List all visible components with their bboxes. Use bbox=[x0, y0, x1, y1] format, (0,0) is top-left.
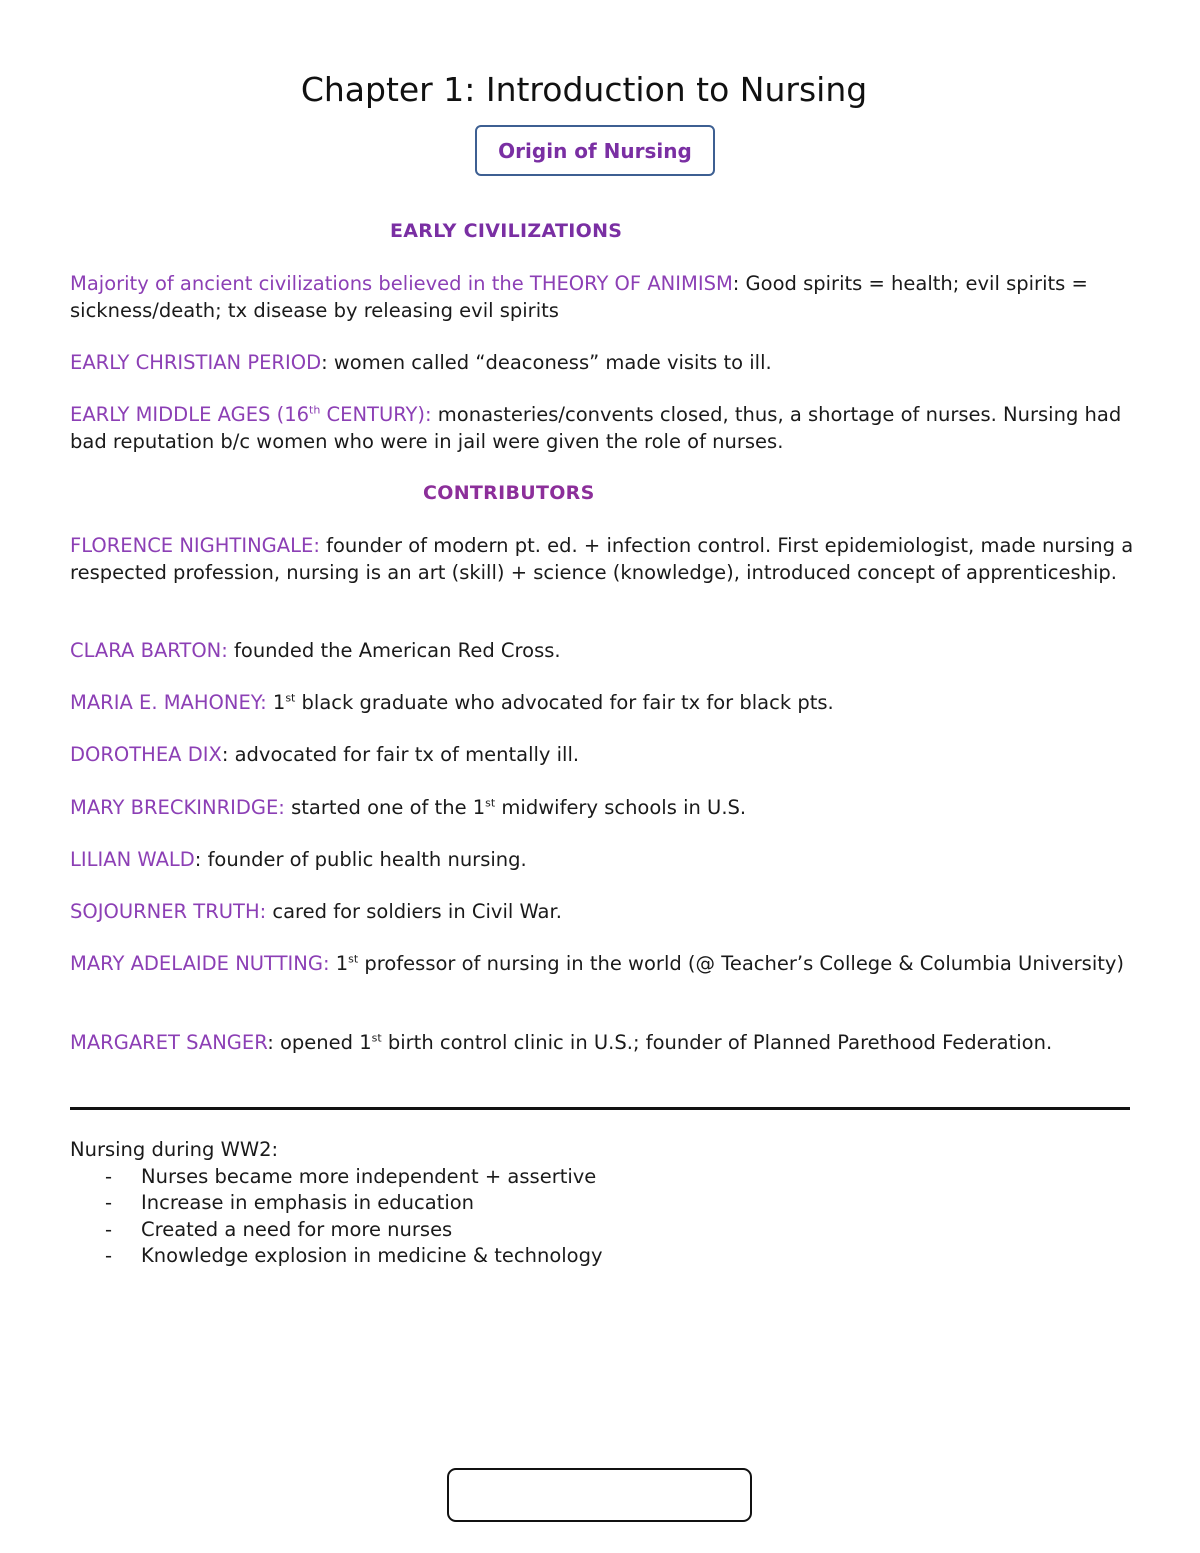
dix-text: : advocated for fair tx of mentally ill. bbox=[221, 743, 580, 766]
dix-paragraph bbox=[70, 741, 1140, 768]
middle-ages-label-b: CENTURY): bbox=[320, 403, 432, 426]
mahoney-paragraph bbox=[70, 689, 1140, 716]
list-item bbox=[70, 1243, 603, 1270]
contributors-heading: CONTRIBUTORS bbox=[423, 482, 595, 504]
ww2-section bbox=[70, 1137, 603, 1270]
ww2-intro: Nursing during WW2: bbox=[70, 1138, 279, 1161]
middle-ages-text: monasteries/convents closed, thus, a shortage of nurses. Nursing had bad reputation b/c women who were in jail were given the role of nurses. bbox=[70, 403, 1122, 453]
truth-text: cared for soldiers in Civil War. bbox=[266, 900, 562, 923]
dash-bullet: - bbox=[105, 1191, 113, 1214]
barton-label: CLARA BARTON: bbox=[70, 639, 228, 662]
sanger-label: MARGARET SANGER bbox=[70, 1031, 268, 1054]
list-item-text: Nurses became more independent + assertive bbox=[141, 1164, 597, 1188]
nightingale-label: FLORENCE NIGHTINGALE: bbox=[70, 534, 320, 557]
breckinridge-text: midwifery schools in U.S. bbox=[495, 796, 747, 819]
breckinridge-label: MARY BRECKINRIDGE: bbox=[70, 796, 285, 819]
mahoney-sup: st bbox=[285, 691, 296, 705]
breckinridge-paragraph bbox=[70, 794, 1140, 821]
breckinridge-sup: st bbox=[485, 796, 496, 810]
wald-paragraph bbox=[70, 846, 1140, 873]
list-item-text: Knowledge explosion in medicine & technology bbox=[141, 1244, 603, 1267]
mahoney-text: black graduate who advocated for fair tx for black pts. bbox=[295, 691, 834, 714]
list-item bbox=[70, 1217, 603, 1244]
truth-label: SOJOURNER TRUTH: bbox=[70, 900, 267, 923]
sanger-pre: : opened 1 bbox=[267, 1031, 372, 1054]
list-item-text: Created a need for more nurses bbox=[141, 1217, 453, 1241]
page-title: Chapter 1: Introduction to Nursing bbox=[300, 70, 868, 109]
section-title-box bbox=[475, 125, 715, 176]
ww2-list bbox=[70, 1164, 603, 1270]
nightingale-paragraph bbox=[70, 532, 1140, 586]
section-title-label: Origin of Nursing bbox=[498, 138, 692, 163]
early-civilizations-heading: EARLY CIVILIZATIONS bbox=[390, 220, 623, 242]
christian-period-paragraph bbox=[70, 349, 1140, 376]
nutting-paragraph bbox=[70, 950, 1140, 977]
nutting-sup: st bbox=[348, 952, 359, 966]
wald-label: LILIAN WALD bbox=[70, 848, 195, 871]
middle-ages-label-a: EARLY MIDDLE AGES (16 bbox=[70, 403, 310, 426]
middle-ages-sup: th bbox=[309, 403, 321, 417]
mahoney-label: MARIA E. MAHONEY: bbox=[70, 691, 267, 714]
nutting-text: professor of nursing in the world (@ Teacher’s College & Columbia University) bbox=[358, 952, 1125, 975]
animism-label: Majority of ancient civilizations believed in the THEORY OF ANIMISM bbox=[70, 272, 733, 295]
list-item bbox=[70, 1190, 603, 1217]
list-item bbox=[70, 1164, 603, 1191]
christian-period-label: EARLY CHRISTIAN PERIOD bbox=[70, 351, 322, 374]
mahoney-pre: 1 bbox=[266, 691, 286, 714]
sanger-sup: st bbox=[371, 1031, 382, 1045]
animism-paragraph bbox=[70, 270, 1140, 324]
horizontal-divider bbox=[70, 1107, 1130, 1110]
christian-period-text: : women called “deaconess” made visits to ill. bbox=[321, 351, 772, 374]
nightingale-text: founder of modern pt. ed. + infection control. First epidemiologist, made nursing a respected profession, nursing is an art (skill) + science (knowledge), introduced concept of apprenticeship. bbox=[70, 534, 1134, 584]
list-item-text: Increase in emphasis in education bbox=[141, 1191, 475, 1214]
sanger-text: birth control clinic in U.S.; founder of Planned Parethood Federation. bbox=[381, 1031, 1053, 1054]
dash-bullet: - bbox=[105, 1164, 113, 1188]
barton-text: founded the American Red Cross. bbox=[227, 639, 561, 662]
sanger-paragraph bbox=[70, 1029, 1140, 1056]
dash-bullet: - bbox=[105, 1244, 113, 1267]
dash-bullet: - bbox=[105, 1217, 113, 1241]
middle-ages-label bbox=[70, 403, 432, 426]
breckinridge-pre: started one of the 1 bbox=[284, 796, 486, 819]
nutting-label: MARY ADELAIDE NUTTING: bbox=[70, 952, 330, 975]
nutting-pre: 1 bbox=[329, 952, 349, 975]
barton-paragraph bbox=[70, 637, 1140, 664]
truth-paragraph bbox=[70, 898, 1140, 925]
animism-text: : Good spirits = health; evil spirits = sickness/death; tx disease by releasing evil spirits bbox=[70, 272, 1088, 322]
dix-label: DOROTHEA DIX bbox=[70, 743, 222, 766]
wald-text: : founder of public health nursing. bbox=[194, 848, 527, 871]
middle-ages-paragraph bbox=[70, 401, 1140, 455]
footer-box bbox=[447, 1468, 752, 1522]
